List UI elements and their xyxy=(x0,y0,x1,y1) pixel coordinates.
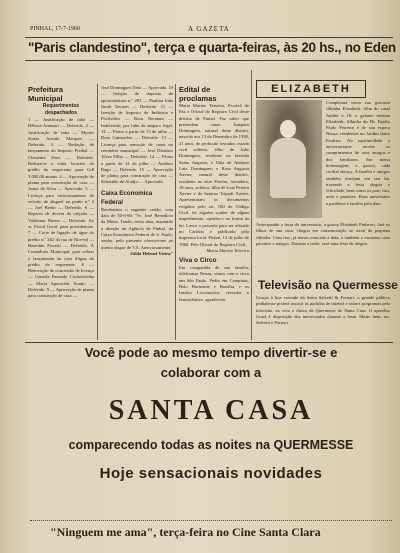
column-prefeitura xyxy=(28,85,94,340)
banner-rule xyxy=(25,60,393,61)
caixa-title: Caixa Economica Federal xyxy=(101,189,153,206)
elizabeth-box: ELIZABETH xyxy=(256,80,366,98)
elizabeth-caption: Antecipando a festa do aniversário, a garota Elizabeth Pinheiro, fará os filhos de sua casa, chegou em comemoração ao natal da pequena filhinha. Com isso, já temos marcada a data, e também o encontro com parentes e amigos. Durante a tarde, será uma festa de alegria. xyxy=(256,222,390,246)
circo-body: Em companhia de sua família, telefonista Neuza, vimos com o circo um São Paulo. Pediu em Campinas, Belo Horizonte e Brasília, e os Irmãos Locomotiva, vereador e farmacêutico, agradecem. xyxy=(179,265,249,302)
prefeitura-title: Prefeitura Municipal xyxy=(28,85,64,103)
ad-line-1: Você pode ao mesmo tempo divertir-se e xyxy=(84,345,338,360)
elizabeth-photo xyxy=(256,100,322,218)
column-divider xyxy=(97,84,98,340)
elizabeth-side-text: Completará nesta sua graciosa filhinha Elizabeth, filha do casal Jardini e 18, a galante menina Elizabeth, filhinha do Dr. Egidio Paulo Ferreira e de sua esposa Neusa, residentes no Jardim Itaim Paulista. Na oportunidade a aniversariante recebe os cumprimentos de seus amigos e dos familiares. Em nossa homenagem, a garota, cada cordial abraço. A família e amigos também festejam em seu lar, trazendo a festa alegria e felicidade, bem como os pais, tios, avós e parentes. Bom aniversário e parabéns à família pela data. xyxy=(326,100,390,206)
caixa-signature: Gilda Helenei Vieira" xyxy=(130,250,173,256)
tv-quermesse-body: Graças à boa vontade da firma Salvetti & Fornari, o grande público pinhalense poderá assistir às partidas de futebol e outros programas pela televisão, ao vivo e direto da Quermesse de Santa Casa. O aparelho ficará à disposição dos interessados durante a festa. Muito bem, srs. Salvetti e Fornari. xyxy=(256,295,390,326)
prefeitura-body: 1 — Justificação de falta — Débora Avansari — Deferido. 2 — Justificação de falta — Myrtes Souza Arruda Marques — Deferido. 3 — Redução de lançamento do Imposto Predial — Clemente Davi — Deferido. Reduza-se o valor locativo do prédio do requerente para Cr$ 3.000,00 anuais. 4 — Aprovação de planta para construção de casa — Joana da Silva — Aprovada. 5 — Licença para estacionamento de veículo de aluguel no ponto n.º 2 — Joel Bento — Deferido. 6 — Reparos de devera da calçada — Valdemar Bueno — Deferido. Ao sr. Fiscal Geral, para providenciar. 7 — Corte de ligação de água do prédio n.º 282 da rua de Riceval — Benedito Fioretti — Deferido. À Contadoria Municipal, para cobrar o lançamento da taxa d'água do prédio do requerente. 8 — Renovação de concessão de licença — Comida Fazenda Cachoeirinha — Maria Aparecida Araújo — Deferido. 9 — Aprovação de planta para construção de casa — xyxy=(28,117,94,299)
column-divider xyxy=(175,84,176,340)
ad-bottom-rule xyxy=(30,520,392,521)
column-divider xyxy=(251,70,252,340)
edital-signature: Maria Marino Teixeira xyxy=(206,247,249,253)
prefeitura-subtitle: Requerimentos despachados xyxy=(42,103,80,116)
footer-headline: "Ninguem me ama", terça-feira no Cine Santa Clara xyxy=(50,525,321,539)
edital-body: Maria Marino Teixeira, Escrivã de Paz e Oficial do Registro Civil deste distrito de Pinhal. Faz saber que pretendem casar: Joaquim Domingues, natural deste distrito, nascido aos 13 de Dezembro de 1938, 21 anos, de profissão lavrador, estado civil solteiro, filho de João Domingues, residente na fazenda Santa Augusta, e Júlia de Antônio Luiz Domingues; e Rosa Augusta Xavier, natural deste distrito, residente no sítio Pereira, lavradora, 18 anos, solteira, filha de Luiz Pereira Xavier e de Santina Tripodi Xavier. Apresentaram os documentos exigidos pelo art. 180 do Código Civil. Se alguém souber de algum impedimento, oponha-o na forma da lei. Lavro o presente para ser afixado no Cartório e publicado pela imprensa local. Pinhal, 12 de julho de 1960. Pelo Oficial do Registro Civil, xyxy=(179,103,249,247)
tv-quermesse-title: Televisão na Quermesse xyxy=(258,278,398,292)
caixa-body: Recebemos o seguinte cartão, com data de 30-6-60: "Sr. José Benedicto da Motta. Tendo, nesta data, assumido a direção da Agência de Pinhal, da Caixa Econômica Federal de S. Paulo, venho, pelo presente oferecer-me ao inteiro dispor de V.S. Atenciosamente, xyxy=(101,206,173,250)
ad-line-2: colaborar com a xyxy=(160,365,262,380)
page-header xyxy=(0,24,400,36)
ad-line-4: comparecendo todas as noites na QUERMESSE xyxy=(68,438,354,452)
ad-top-rule xyxy=(25,342,393,343)
column-requerimentos xyxy=(101,85,173,340)
column-edital xyxy=(179,85,249,340)
santa-casa-ad xyxy=(30,345,392,525)
requerimentos-body: José Domingues Neto — Aprovada. 10 — Isenção de imposto de aposentadoria n.º 283 — Paulina João Jacob Tavares — Deferido. 11 — Isenção de Imposto de Indústria e Profissões — Rosa Neraiam — Indeferido; por falta de amparo legal. 12 — Férias a partir de 13 de julho — Dora Guimarães — Deferido. 13 — Licença para remoção de casas no cemitério municipal — José Dionísio Alves Filho — Deferido. 14 — Férias a partir de 14 de julho — Antônio Rago — Deferido. 15 — Aprovação de planta para construção de casa — Sebastião de Araújo — Aprovada. xyxy=(101,85,173,185)
ad-novidades: Hoje sensacionais novidades xyxy=(99,465,323,482)
header-masthead: A GAZETA xyxy=(188,25,230,33)
edital-title: Edital de proclamas xyxy=(179,85,217,103)
header-date: PINHAL, 17-7-1960 xyxy=(30,26,80,32)
banner-headline: "Paris clandestino", terça e quarta-feiras, às 20 hs., no Eden xyxy=(28,40,396,55)
header-rule xyxy=(25,37,393,38)
circo-title: Viva o Circo xyxy=(179,257,217,265)
ad-santa-casa: SANTA CASA xyxy=(108,395,314,426)
